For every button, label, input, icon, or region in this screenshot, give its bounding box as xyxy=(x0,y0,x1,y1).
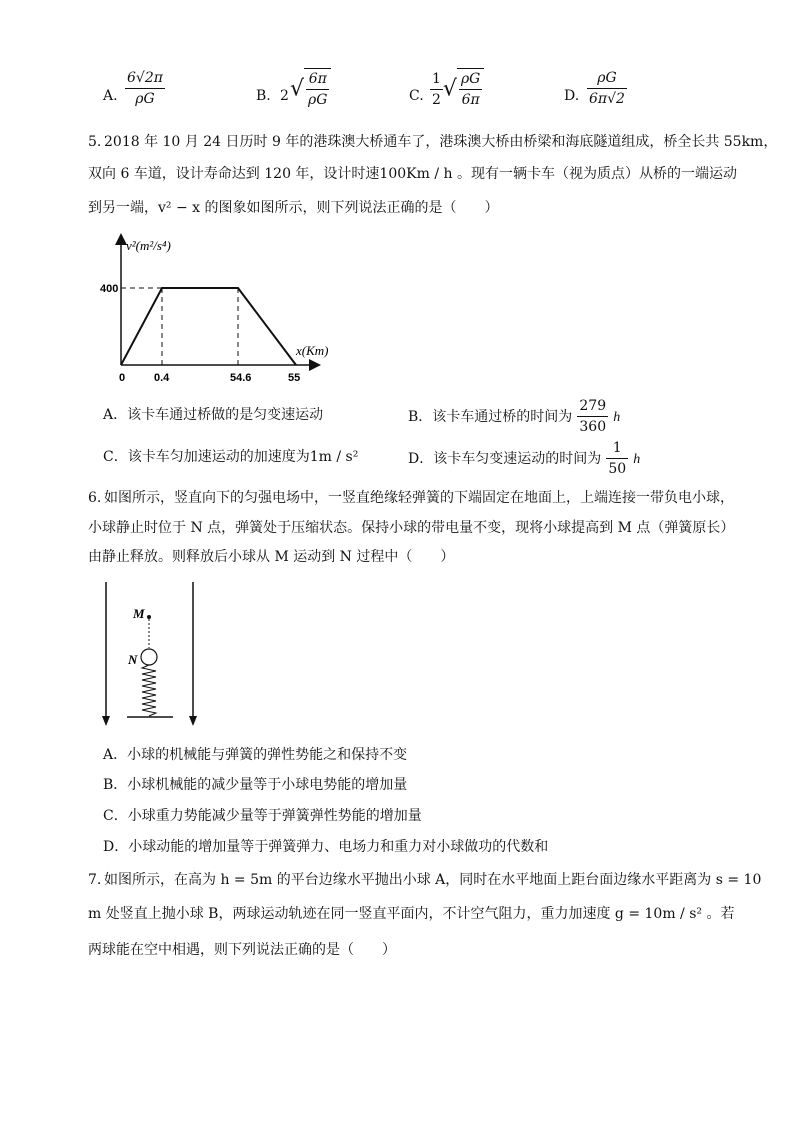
q6-number: 6. xyxy=(88,490,102,506)
label-n: N xyxy=(128,652,138,667)
charged-ball xyxy=(141,649,157,665)
q5-number: 5. xyxy=(88,134,102,150)
q5-d-unit: h xyxy=(633,452,641,467)
q5-option-d-text: D．该卡车匀变速运动的时间为 xyxy=(408,451,602,467)
x-tick-label: 0 xyxy=(119,372,126,384)
q4-a-denominator: ρG xyxy=(135,91,155,107)
spring xyxy=(142,665,156,716)
q6-option-c: C．小球重力势能减少量等于弹簧弹性势能的增加量 xyxy=(103,808,422,824)
q6-line-1: 如图所示，竖直向下的匀强电场中，一竖直绝缘轻弹簧的下端固定在地面上，上端连接一带负电小球， xyxy=(104,490,734,506)
q4-d-denominator: 6π√2 xyxy=(589,91,625,107)
q4-b-numerator: 6π xyxy=(306,69,329,90)
q4-option-a-label: A. xyxy=(103,88,118,104)
q5-option-c: C．该卡车匀加速运动的加速度为1m / s² xyxy=(103,449,359,465)
point-m xyxy=(147,615,151,619)
q5-option-d xyxy=(408,438,640,479)
q5-b-denominator: 360 xyxy=(579,419,607,435)
y-axis-label: v²(m²/s⁴) xyxy=(126,238,171,253)
q7-line-2: m 处竖直上抛小球 B，两球运动轨迹在同一竖直平面内，不计空气阻力，重力加速度 g = 10m / s² 。若 xyxy=(88,906,735,922)
q5-b-numerator: 279 xyxy=(577,396,608,417)
q7-line-3: 两球能在空中相遇，则下列说法正确的是（ ） xyxy=(88,942,396,958)
series-line xyxy=(121,288,296,365)
q4-option-c-label: C. xyxy=(409,88,424,104)
q7-line-1: 如图所示，在高为 h = 5m 的平台边缘水平抛出小球 A，同时在水平地面上距台面边缘水平距离为 s = 10 xyxy=(104,872,762,888)
q5-option-a: A．该卡车通过桥做的是匀变速运动 xyxy=(103,407,324,423)
q4-c-coef-num: 1 xyxy=(430,69,443,90)
x-tick-label: 0.4 xyxy=(154,372,170,384)
q5-d-denominator: 50 xyxy=(608,461,627,477)
q6-line-3: 由静止释放。则释放后小球从 M 运动到 N 过程中（ ） xyxy=(88,549,455,565)
field-arrow-right-icon xyxy=(189,716,197,726)
q4-option-b-formula: √ $\frac{6\pi}{\rho G}$ xyxy=(290,68,331,110)
q5-line-1: 2018 年 10 月 24 日历时 9 年的港珠澳大桥通车了，港珠澳大桥由桥梁和海底隧道组成，桥全长共 55km， xyxy=(104,134,778,150)
field-arrow-left-icon xyxy=(102,716,110,726)
q6-spring-diagram xyxy=(95,580,210,730)
q4-d-numerator: ρG xyxy=(587,68,627,89)
q6-line-2: 小球静止时位于 N 点，弹簧处于压缩状态。保持小球的带电量不变，现将小球提高到 M 点（弹簧原长） xyxy=(88,520,735,536)
x-axis-label: x(Km) xyxy=(296,343,329,358)
q4-c-numerator: ρG xyxy=(459,69,482,90)
x-tick-label: 55 xyxy=(288,372,301,384)
q5-v2-x-graph xyxy=(100,228,340,388)
q4-option-d-formula xyxy=(587,68,627,109)
q4-a-numerator: 6√2π xyxy=(125,68,165,89)
q7-number: 7. xyxy=(88,872,102,888)
x-tick-label: 54.6 xyxy=(230,372,252,384)
q6-option-a: A．小球的机械能与弹簧的弹性势能之和保持不变 xyxy=(103,747,408,763)
q4-b-denominator: ρG xyxy=(308,92,328,108)
label-m: M xyxy=(133,606,145,621)
q4-b-coefficient: 2 xyxy=(280,88,289,104)
q4-option-b-label: B. xyxy=(256,88,271,104)
q6-option-d: D．小球动能的增加量等于弹簧弹力、电场力和重力对小球做功的代数和 xyxy=(103,839,549,855)
q5-option-b xyxy=(408,396,620,437)
q4-c-denominator: 6π xyxy=(461,92,480,108)
q4-option-a-formula xyxy=(125,68,165,109)
q5-line-2: 双向 6 车道，设计寿命达到 120 年，设计时速100Km / h 。现有一辆卡车（视为质点）从桥的一端运动 xyxy=(88,166,737,182)
q4-option-c-formula: $\frac{1}{2}$ √ $\frac{\rho G}{6\pi}$ xyxy=(430,68,484,110)
q4-c-coef-den: 2 xyxy=(432,92,441,108)
q6-option-b: B．小球机械能的减少量等于小球电势能的增加量 xyxy=(103,777,408,793)
q5-option-b-text: B．该卡车通过桥的时间为 xyxy=(408,409,573,425)
q5-line-3: 到另一端，v² − x 的图象如图所示，则下列说法正确的是（ ） xyxy=(88,200,499,216)
q4-option-d-label: D. xyxy=(564,88,580,104)
q5-b-unit: h xyxy=(613,410,621,425)
y-tick-label: 400 xyxy=(100,283,119,295)
q5-d-numerator: 1 xyxy=(606,438,628,459)
